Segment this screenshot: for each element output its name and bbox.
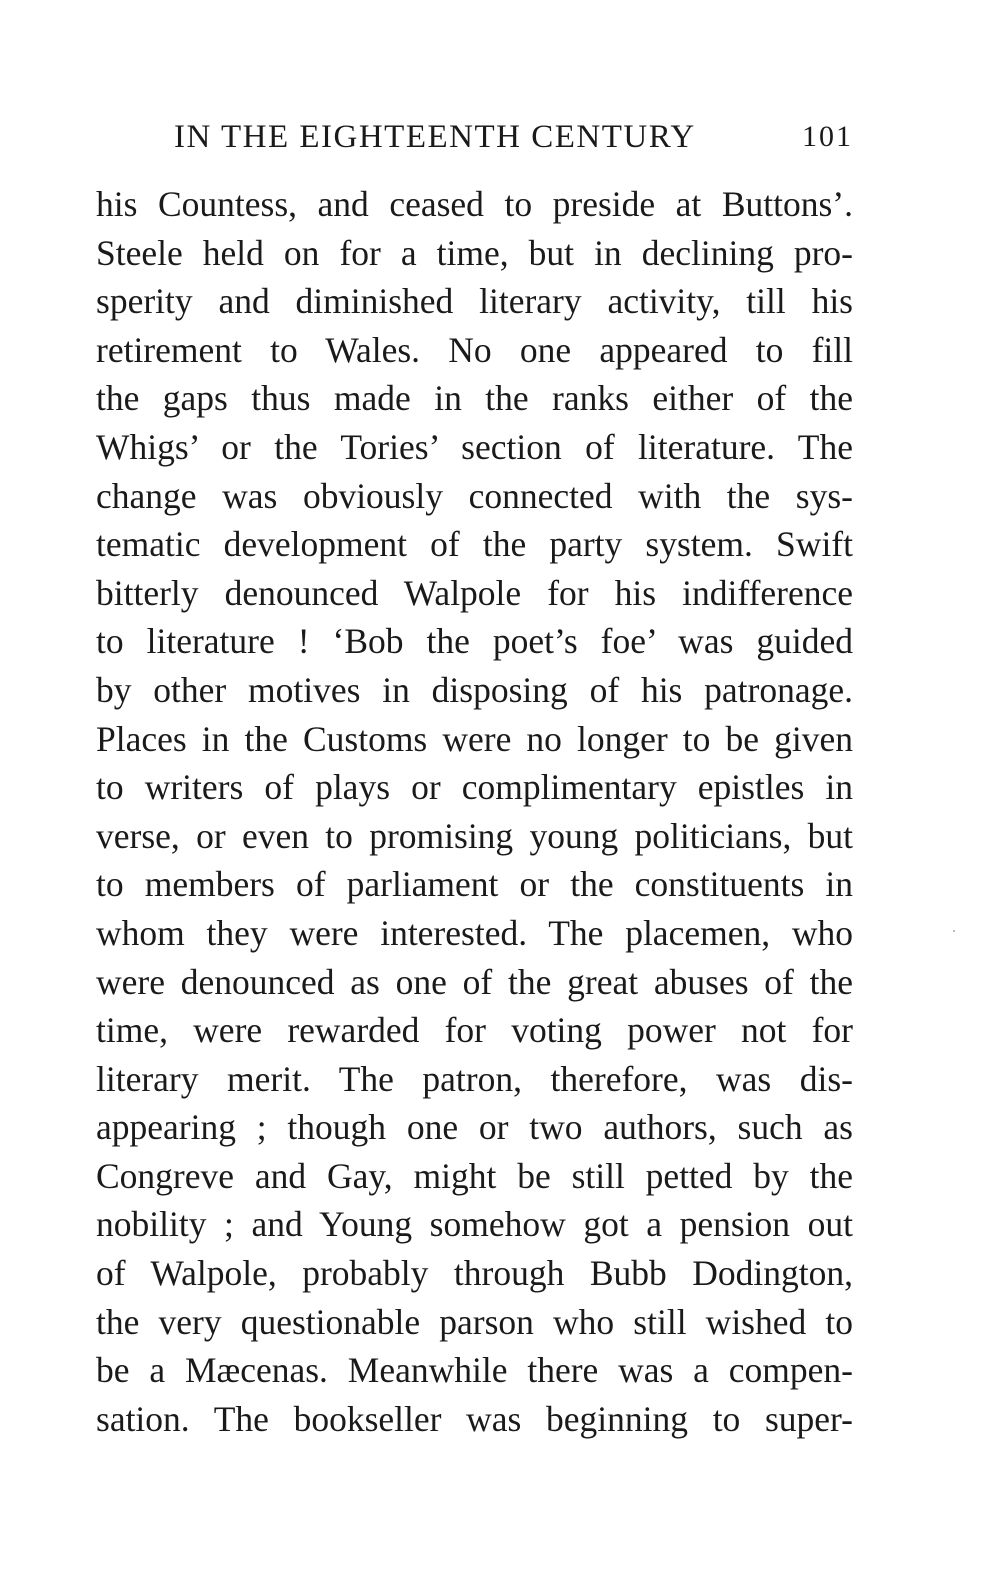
text-line: verse, or even to promising young politicians, but — [96, 815, 853, 856]
text-line: were denounced as one of the great abuses of the — [96, 961, 853, 1002]
text-line: the very questionable parson who still wished to — [96, 1301, 853, 1342]
body-text — [96, 180, 853, 1443]
text-line: by other motives in disposing of his patronage. — [96, 669, 853, 710]
text-line: Places in the Customs were no longer to be given — [96, 718, 853, 759]
text-line: the gaps thus made in the ranks either of the — [96, 378, 853, 419]
text-line: whom they were interested. The placemen, who — [96, 912, 853, 953]
text-line: sperity and diminished literary activity, till his — [96, 281, 853, 322]
text-line: Whigs’ or the Tories’ section of literature. The — [96, 426, 853, 467]
page-number: 101 — [802, 120, 853, 153]
margin-speck — [953, 930, 955, 932]
text-line: Congreve and Gay, might be still petted by the — [96, 1155, 853, 1196]
text-line: to literature ! ‘Bob the poet’s foe’ was guided — [96, 621, 853, 662]
text-line: be a Mæcenas. Meanwhile there was a compen- — [96, 1350, 853, 1391]
text-line: nobility ; and Young somehow got a pension out — [96, 1204, 853, 1245]
text-line: appearing ; though one or two authors, such as — [96, 1107, 853, 1148]
text-line: of Walpole, probably through Bubb Dodington, — [96, 1253, 853, 1294]
text-line: change was obviously connected with the sys- — [96, 475, 853, 516]
text-line: retirement to Wales. No one appeared to fill — [96, 329, 853, 370]
text-line: literary merit. The patron, therefore, was dis- — [96, 1058, 853, 1099]
text-line: tematic development of the party system. Swift — [96, 524, 853, 565]
text-line: Steele held on for a time, but in declining pro- — [96, 232, 853, 273]
text-line: bitterly denounced Walpole for his indifference — [96, 572, 853, 613]
text-line: his Countess, and ceased to preside at Buttons’. — [96, 184, 853, 224]
text-line: to writers of plays or complimentary epistles in — [96, 767, 853, 808]
running-title: IN THE EIGHTEENTH CENTURY — [174, 119, 696, 155]
running-head — [96, 113, 853, 161]
text-line: time, were rewarded for voting power not for — [96, 1010, 853, 1051]
text-line: sation. The bookseller was beginning to super- — [96, 1398, 853, 1439]
text-line: to members of parliament or the constituents in — [96, 864, 853, 905]
